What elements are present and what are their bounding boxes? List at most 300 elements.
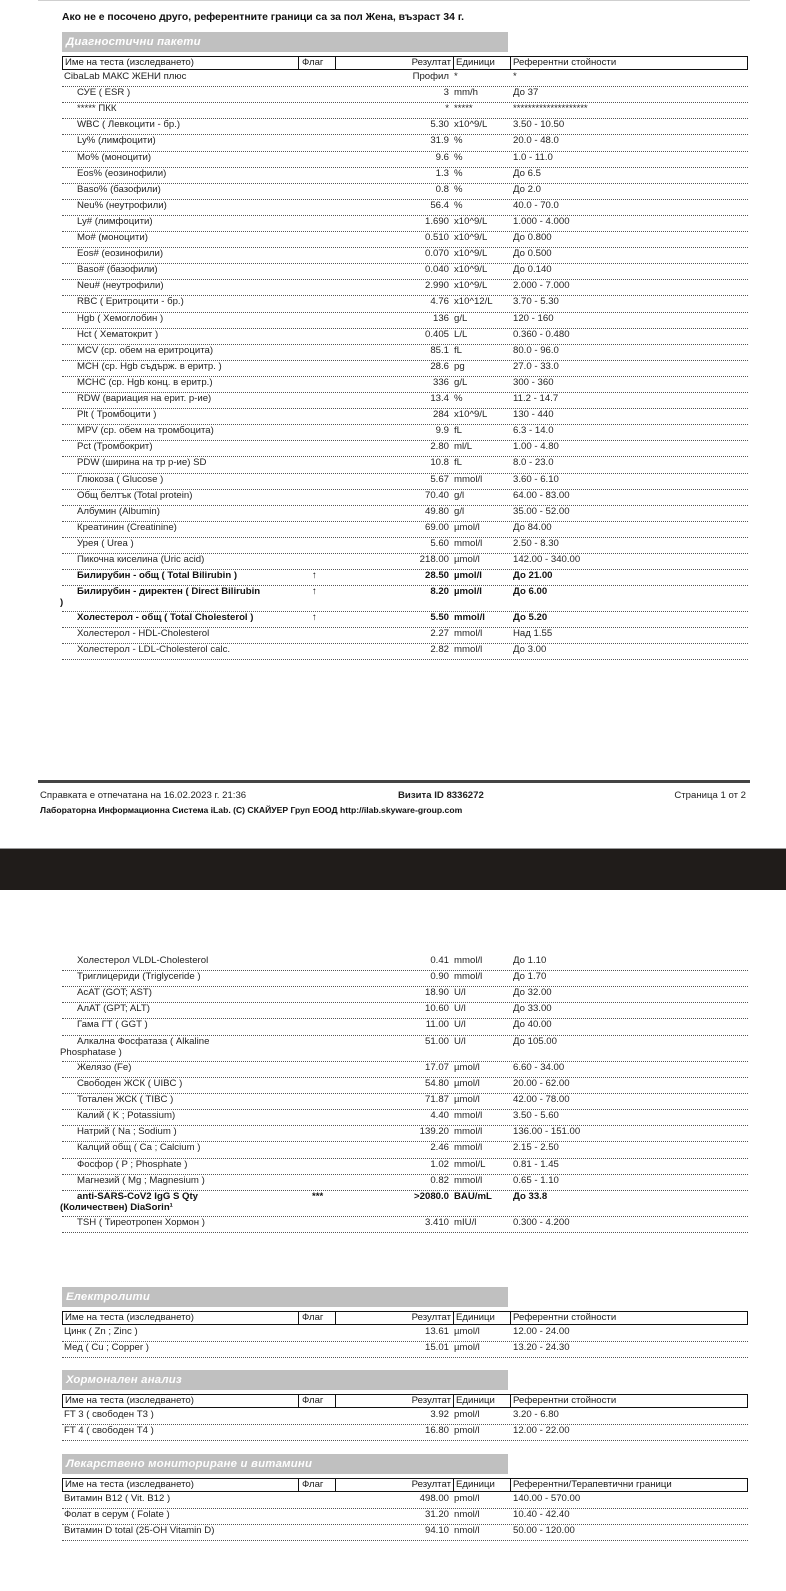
table-row bbox=[62, 1191, 748, 1218]
result-value: 5.60 bbox=[430, 537, 449, 549]
reference-range: 8.0 - 23.0 bbox=[513, 457, 554, 469]
result-units: x10^9/L bbox=[454, 232, 488, 243]
test-name: MPV (ср. обем на тромбоцита) bbox=[77, 425, 214, 437]
test-name: WBC ( Левкоцити - бр.) bbox=[77, 119, 181, 131]
table-header bbox=[62, 1311, 748, 1325]
table-row bbox=[62, 216, 748, 232]
reference-range: 140.00 - 570.00 bbox=[513, 1493, 581, 1504]
test-name: Eos# (еозинофили) bbox=[77, 248, 164, 260]
result-units: ***** bbox=[454, 103, 473, 115]
table-row bbox=[62, 1159, 748, 1175]
table-row bbox=[62, 490, 748, 506]
result-units: * bbox=[454, 71, 458, 82]
reference-range: 40.0 - 70.0 bbox=[513, 199, 559, 211]
result-units: mmol/l bbox=[454, 1126, 483, 1138]
reference-range: До 32.00 bbox=[513, 987, 552, 999]
result-value: * bbox=[445, 103, 449, 115]
col-header-reference: Референтни стойности bbox=[513, 1395, 617, 1406]
test-name: MCV (ср. обем на еритроцита) bbox=[77, 344, 214, 356]
result-value: Профил bbox=[412, 71, 449, 82]
result-units: µmol/l bbox=[454, 554, 480, 565]
result-units: mm/h bbox=[454, 87, 478, 99]
table-row bbox=[62, 264, 748, 280]
table-row bbox=[62, 168, 748, 184]
result-units: ml/L bbox=[454, 441, 473, 453]
result-units: x10^9/L bbox=[454, 264, 488, 276]
table-row bbox=[62, 296, 748, 312]
test-name: Baso% (базофили) bbox=[77, 183, 161, 195]
table-row bbox=[62, 1019, 748, 1035]
table-row bbox=[62, 87, 748, 103]
test-name: Фолат в серум ( Folate ) bbox=[64, 1509, 170, 1521]
result-value: 2.46 bbox=[430, 1142, 449, 1154]
result-units: µmol/l bbox=[454, 1078, 480, 1089]
result-units: BAU/mL bbox=[454, 1190, 492, 1202]
table-row bbox=[62, 1525, 748, 1541]
result-value: 8.20 bbox=[430, 586, 449, 598]
result-value: 336 bbox=[432, 376, 449, 388]
result-units: µmol/l bbox=[454, 1094, 480, 1106]
result-units: mmol/l bbox=[454, 644, 483, 656]
result-units: pmol/l bbox=[454, 1425, 480, 1437]
test-name: PDW (ширина на тр р-ие) SD bbox=[77, 457, 207, 469]
result-units: fL bbox=[454, 457, 463, 469]
section-title: Лекарствено мониториране и витамини bbox=[62, 1454, 508, 1474]
result-units: mmol/l bbox=[454, 1142, 483, 1154]
test-name: Витамин D total (25-OH Vitamin D) bbox=[64, 1525, 215, 1537]
result-units: g/L bbox=[454, 312, 468, 324]
section-title: Електролити bbox=[62, 1287, 508, 1307]
result-value: 85.1 bbox=[430, 344, 449, 356]
table-row bbox=[62, 1409, 748, 1425]
result-value: 51.00 bbox=[424, 1035, 449, 1047]
result-value: 136 bbox=[432, 312, 449, 324]
table-row bbox=[62, 1493, 748, 1509]
reference-range: 1.0 - 11.0 bbox=[513, 151, 553, 163]
reference-range: До 37 bbox=[513, 87, 539, 99]
result-units: % bbox=[454, 151, 463, 163]
result-value: 94.10 bbox=[424, 1525, 449, 1537]
col-header-units: Единици bbox=[453, 1395, 511, 1407]
result-units: mmol/l bbox=[454, 612, 485, 624]
result-value: 13.4 bbox=[430, 393, 449, 404]
test-name: FT 3 ( свободен T3 ) bbox=[64, 1409, 154, 1420]
test-name: Натрий ( Na ; Sodium ) bbox=[77, 1126, 177, 1138]
reference-range: Над 1.55 bbox=[513, 628, 553, 640]
result-value: 139.20 bbox=[419, 1126, 449, 1138]
test-name: Тотален ЖСК ( TIBC ) bbox=[77, 1094, 174, 1106]
result-units: L/L bbox=[454, 328, 468, 340]
result-value: 17.07 bbox=[424, 1061, 449, 1073]
table-row bbox=[62, 409, 748, 425]
result-units: µmol/l bbox=[454, 570, 482, 582]
reference-range: 3.70 - 5.30 bbox=[513, 296, 559, 308]
reference-range: 120 - 160 bbox=[513, 312, 554, 324]
table-row bbox=[62, 1094, 748, 1110]
result-value: 3.410 bbox=[424, 1217, 449, 1229]
test-name: Калций общ ( Ca ; Calcium ) bbox=[77, 1142, 201, 1154]
test-name: Neu# (неутрофили) bbox=[77, 280, 164, 292]
col-header-name: Име на теста (изследването) bbox=[65, 1479, 194, 1490]
table-row bbox=[62, 135, 748, 151]
reference-range: До 21.00 bbox=[513, 570, 553, 582]
result-units: x10^9/L bbox=[454, 248, 488, 260]
result-value: 11.00 bbox=[425, 1019, 449, 1031]
table-row bbox=[62, 506, 748, 522]
result-units: g/L bbox=[454, 376, 468, 388]
reference-range: 20.0 - 48.0 bbox=[513, 135, 559, 147]
result-units: µmol/l bbox=[454, 1326, 480, 1337]
result-units: fL bbox=[454, 344, 463, 356]
col-header-name: Име на теста (изследването) bbox=[65, 1312, 194, 1323]
table-row bbox=[62, 425, 748, 441]
reference-range: 3.50 - 5.60 bbox=[513, 1110, 559, 1122]
col-header-units: Единици bbox=[453, 1312, 511, 1324]
result-value: 54.80 bbox=[424, 1078, 449, 1089]
table-row bbox=[62, 1110, 748, 1126]
test-name: MCH (ср. Hgb съдърж. в еритр. ) bbox=[77, 360, 222, 372]
result-value: 0.82 bbox=[430, 1174, 449, 1186]
result-value: 0.040 bbox=[424, 264, 449, 276]
test-name: Мед ( Cu ; Copper ) bbox=[64, 1342, 149, 1354]
table-header bbox=[62, 56, 748, 70]
result-units: x10^9/L bbox=[454, 409, 488, 421]
table-row bbox=[62, 1509, 748, 1525]
table-row bbox=[62, 1175, 748, 1191]
result-value: 71.87 bbox=[424, 1094, 449, 1106]
result-value: 1.690 bbox=[424, 215, 449, 227]
reference-range: 12.00 - 24.00 bbox=[513, 1326, 570, 1337]
test-name: CibaLab МАКС ЖЕНИ плюс bbox=[64, 71, 187, 82]
result-units: µmol/l bbox=[454, 1342, 480, 1354]
reference-range: 27.0 - 33.0 bbox=[513, 360, 559, 372]
result-units: % bbox=[454, 135, 463, 147]
reference-range: 13.20 - 24.30 bbox=[513, 1342, 570, 1354]
result-units: U/l bbox=[454, 1019, 466, 1031]
table-row bbox=[62, 457, 748, 473]
result-units: x10^9/L bbox=[454, 280, 488, 292]
reference-range: 20.00 - 62.00 bbox=[513, 1078, 570, 1089]
table-row bbox=[62, 1062, 748, 1078]
test-name: СУЕ ( ESR ) bbox=[77, 87, 131, 99]
test-name: RDW (вариация на ерит. р-ие) bbox=[77, 393, 212, 404]
printed-timestamp: Справката е отпечатана на 16.02.2023 г. 21:36 bbox=[40, 790, 247, 801]
test-name: АсАТ (GOT; AST) bbox=[77, 987, 152, 999]
reference-range: 6.60 - 34.00 bbox=[513, 1061, 565, 1073]
reference-range: До 6.00 bbox=[513, 586, 548, 598]
test-name: Алкална Фосфатаза ( Alkaline bbox=[77, 1035, 210, 1047]
reference-range: * bbox=[513, 71, 517, 82]
col-header-reference: Референтни/Терапевтични граници bbox=[513, 1479, 672, 1490]
result-value: 1.3 bbox=[435, 167, 449, 179]
result-units: fL bbox=[454, 425, 463, 437]
high-flag-arrow-icon: ↑ bbox=[312, 586, 317, 598]
reference-range: До 1.10 bbox=[513, 955, 547, 966]
reference-range: 300 - 360 bbox=[513, 376, 554, 388]
section-title-diagnostic-packages: Диагностични пакети bbox=[62, 32, 508, 52]
table-row bbox=[62, 644, 748, 660]
test-name: anti-SARS-CoV2 IgG S Qty bbox=[77, 1190, 198, 1202]
result-value: 2.990 bbox=[424, 280, 449, 292]
result-value: 3 bbox=[443, 87, 449, 99]
page-top-edge bbox=[38, 0, 750, 1]
result-value: 10.60 bbox=[424, 1003, 449, 1015]
result-value: 15.01 bbox=[424, 1342, 449, 1354]
result-value: 2.27 bbox=[430, 628, 449, 640]
test-name: Ly# (лимфоцити) bbox=[77, 215, 153, 227]
result-value: 10.8 bbox=[430, 457, 449, 469]
result-units: mmol/l bbox=[454, 1174, 483, 1186]
reference-note: Ако не е посочено друго, референтните граници са за пол Жена, възраст 34 г. bbox=[62, 12, 465, 23]
result-units: % bbox=[454, 199, 463, 211]
result-value: 28.6 bbox=[430, 360, 449, 372]
result-value: 2.82 bbox=[430, 644, 449, 656]
reference-range: 1.00 - 4.80 bbox=[513, 441, 559, 453]
reference-range: 130 - 440 bbox=[513, 409, 554, 421]
reference-range: 1.000 - 4.000 bbox=[513, 215, 570, 227]
result-units: x10^9/L bbox=[454, 215, 488, 227]
result-value: 5.67 bbox=[430, 473, 449, 485]
footer-info bbox=[40, 790, 746, 802]
test-name: Plt ( Тромбоцити ) bbox=[77, 409, 157, 421]
table-row bbox=[62, 1003, 748, 1019]
result-value: 0.070 bbox=[424, 248, 449, 260]
test-name: Калий ( K ; Potassium) bbox=[77, 1110, 176, 1122]
reference-range: До 105.00 bbox=[513, 1035, 557, 1047]
result-value: 49.80 bbox=[424, 505, 449, 517]
result-units: pg bbox=[454, 360, 465, 372]
table-row bbox=[62, 103, 748, 119]
section-title: Хормонален анализ bbox=[62, 1370, 508, 1390]
result-value: 0.405 bbox=[424, 328, 449, 340]
reference-range: До 0.500 bbox=[513, 248, 552, 260]
result-value: 70.40 bbox=[424, 489, 449, 501]
result-units: % bbox=[454, 393, 463, 404]
test-name-continued: (Количествен) DiaSorin¹ bbox=[60, 1201, 173, 1213]
result-value: 5.50 bbox=[430, 612, 449, 624]
result-units: mmol/l bbox=[454, 473, 483, 485]
test-name: Hct ( Хематокрит ) bbox=[77, 328, 159, 340]
reference-range: До 33.00 bbox=[513, 1003, 552, 1015]
table-row bbox=[62, 570, 748, 586]
reference-range: До 2.0 bbox=[513, 183, 541, 195]
reference-range: 3.50 - 10.50 bbox=[513, 119, 565, 131]
test-name: ***** ПКК bbox=[77, 103, 117, 115]
table-row bbox=[62, 119, 748, 135]
result-units: mmol/l bbox=[454, 971, 483, 983]
system-credit: Лабораторна Информационна Система iLab. (C) СКАЙУЕР Груп ЕООД http://ilab.skyware-group.com bbox=[40, 805, 463, 815]
reference-range: 35.00 - 52.00 bbox=[513, 505, 570, 517]
test-name: Желязо (Fe) bbox=[77, 1061, 132, 1073]
table-row bbox=[62, 612, 748, 628]
reference-range: До 33.8 bbox=[513, 1190, 548, 1202]
result-value: 18.90 bbox=[424, 987, 449, 999]
result-units: mIU/l bbox=[454, 1217, 477, 1229]
test-name: Цинк ( Zn ; Zinc ) bbox=[64, 1326, 138, 1337]
visit-id: Визита ID 8336272 bbox=[398, 790, 484, 801]
col-header-name: Име на теста (изследването) bbox=[65, 57, 194, 68]
reference-range: 0.300 - 4.200 bbox=[513, 1217, 570, 1229]
table-row bbox=[62, 987, 748, 1003]
result-value: 16.80 bbox=[424, 1425, 449, 1437]
test-name: Албумин (Albumin) bbox=[77, 505, 160, 517]
result-units: g/l bbox=[454, 489, 465, 501]
test-name: АлАТ (GPT; ALT) bbox=[77, 1003, 150, 1015]
test-name-continued: ) bbox=[60, 597, 64, 609]
result-units: µmol/l bbox=[454, 1061, 480, 1073]
flag-indicator: *** bbox=[312, 1190, 324, 1202]
result-value: 0.510 bbox=[424, 232, 449, 243]
result-units: % bbox=[454, 167, 463, 179]
result-value: 3.92 bbox=[430, 1409, 449, 1420]
result-units: pmol/l bbox=[454, 1493, 480, 1504]
table-row bbox=[62, 280, 748, 296]
test-name: Билирубин - общ ( Total Bilirubin ) bbox=[77, 570, 238, 582]
reference-range: 136.00 - 151.00 bbox=[513, 1126, 581, 1138]
table-row bbox=[62, 152, 748, 168]
page-separator bbox=[0, 848, 786, 890]
reference-range: До 5.20 bbox=[513, 612, 548, 624]
reference-range: 2.000 - 7.000 bbox=[513, 280, 570, 292]
result-units: mmol/l bbox=[454, 1110, 483, 1122]
result-value: 56.4 bbox=[430, 199, 449, 211]
result-value: 498.00 bbox=[419, 1493, 449, 1504]
test-name: Гама ГТ ( GGT ) bbox=[77, 1019, 148, 1031]
table-row bbox=[62, 232, 748, 248]
reference-range: 2.15 - 2.50 bbox=[513, 1142, 559, 1154]
result-value: >2080.0 bbox=[414, 1190, 449, 1202]
reference-range: До 0.140 bbox=[513, 264, 552, 276]
result-value: 4.40 bbox=[430, 1110, 449, 1122]
test-name: Холестерол - HDL-Cholesterol bbox=[77, 628, 210, 640]
reference-range: До 1.70 bbox=[513, 971, 547, 983]
result-value: 13.61 bbox=[424, 1326, 449, 1337]
result-value: 1.02 bbox=[430, 1158, 449, 1170]
table-row bbox=[62, 628, 748, 644]
reference-range: 42.00 - 78.00 bbox=[513, 1094, 570, 1106]
table-row bbox=[62, 393, 748, 409]
table-row bbox=[62, 377, 748, 393]
table-row bbox=[62, 971, 748, 987]
test-name: Урея ( Urea ) bbox=[77, 537, 134, 549]
result-units: µmol/l bbox=[454, 586, 482, 598]
high-flag-arrow-icon: ↑ bbox=[312, 612, 317, 624]
table-row bbox=[62, 184, 748, 200]
table-row bbox=[62, 248, 748, 264]
test-name: Витамин B12 ( Vit. B12 ) bbox=[64, 1493, 171, 1504]
test-name: Глюкоза ( Glucose ) bbox=[77, 473, 164, 485]
reference-range: ******************** bbox=[513, 103, 588, 115]
result-value: 284 bbox=[432, 409, 449, 421]
result-value: 9.9 bbox=[435, 425, 449, 437]
table-row bbox=[62, 71, 748, 87]
col-header-flag: Флаг bbox=[298, 1312, 336, 1324]
reference-range: 0.65 - 1.10 bbox=[513, 1174, 559, 1186]
result-units: mmol/L bbox=[454, 1158, 486, 1170]
result-units: U/l bbox=[454, 1003, 466, 1015]
result-units: mmol/l bbox=[454, 955, 483, 966]
test-name: Триглицериди (Triglyceride ) bbox=[77, 971, 201, 983]
table-row bbox=[62, 441, 748, 457]
reference-range: 142.00 - 340.00 bbox=[513, 554, 581, 565]
test-name: Пикочна киселина (Uric acid) bbox=[77, 554, 205, 565]
reference-range: 3.20 - 6.80 bbox=[513, 1409, 559, 1420]
table-row bbox=[62, 586, 748, 612]
test-name: Hgb ( Хемоглобин ) bbox=[77, 312, 164, 324]
test-name: Neu% (неутрофили) bbox=[77, 199, 167, 211]
table-row bbox=[62, 329, 748, 345]
table-header bbox=[62, 1478, 748, 1492]
test-name: Baso# (базофили) bbox=[77, 264, 158, 276]
reference-range: 80.0 - 96.0 bbox=[513, 344, 559, 356]
table-row bbox=[62, 522, 748, 538]
test-name-continued: Phosphatase ) bbox=[60, 1046, 122, 1058]
table-row bbox=[62, 554, 748, 570]
result-value: 31.9 bbox=[430, 135, 449, 147]
table-row bbox=[62, 538, 748, 554]
table-row bbox=[62, 474, 748, 490]
test-name: Холестерол - общ ( Total Cholesterol ) bbox=[77, 612, 254, 624]
table-row bbox=[62, 1142, 748, 1158]
table-row bbox=[62, 1425, 748, 1441]
reference-range: До 6.5 bbox=[513, 167, 541, 179]
reference-range: 12.00 - 22.00 bbox=[513, 1425, 570, 1437]
reference-range: 10.40 - 42.40 bbox=[513, 1509, 570, 1521]
col-header-result: Резултат bbox=[411, 1312, 451, 1323]
reference-range: 11.2 - 14.7 bbox=[513, 393, 559, 404]
reference-range: 3.60 - 6.10 bbox=[513, 473, 559, 485]
test-name: RBC ( Еритроцити - бр.) bbox=[77, 296, 184, 308]
table-row bbox=[62, 1342, 748, 1358]
reference-range: До 0.800 bbox=[513, 232, 552, 243]
reference-range: 0.360 - 0.480 bbox=[513, 328, 570, 340]
table-row bbox=[62, 313, 748, 329]
test-name: Ly% (лимфоцити) bbox=[77, 135, 156, 147]
result-units: µmol/l bbox=[454, 521, 480, 533]
result-units: g/l bbox=[454, 505, 465, 517]
table-row bbox=[62, 1126, 748, 1142]
test-name: Mo% (моноцити) bbox=[77, 151, 152, 163]
test-name: Eos% (еозинофили) bbox=[77, 167, 167, 179]
result-units: nmol/l bbox=[454, 1509, 480, 1521]
reference-range: До 3.00 bbox=[513, 644, 547, 656]
result-units: U/l bbox=[454, 1035, 466, 1047]
test-name: Билирубин - директен ( Direct Bilirubin bbox=[77, 586, 261, 598]
col-header-result: Резултат bbox=[411, 1479, 451, 1490]
table-row bbox=[62, 345, 748, 361]
result-units: nmol/l bbox=[454, 1525, 480, 1537]
result-value: 69.00 bbox=[424, 521, 449, 533]
test-name: TSH ( Тиреотропен Хормон ) bbox=[77, 1217, 205, 1229]
test-name: Pct (Тромбокрит) bbox=[77, 441, 153, 453]
col-header-units: Единици bbox=[453, 57, 511, 69]
result-value: 4.76 bbox=[430, 296, 449, 308]
result-value: 0.8 bbox=[435, 183, 449, 195]
reference-range: 6.3 - 14.0 bbox=[513, 425, 554, 437]
result-value: 0.41 bbox=[430, 955, 449, 966]
result-value: 2.80 bbox=[430, 441, 449, 453]
test-name: Общ белтък (Total protein) bbox=[77, 489, 193, 501]
table-row bbox=[62, 1326, 748, 1342]
col-header-name: Име на теста (изследването) bbox=[65, 1395, 194, 1406]
col-header-reference: Референтни стойности bbox=[513, 57, 617, 68]
table-row bbox=[62, 361, 748, 377]
reference-range: До 40.00 bbox=[513, 1019, 552, 1031]
table-row bbox=[62, 1036, 748, 1063]
test-name: FT 4 ( свободен T4 ) bbox=[64, 1425, 154, 1437]
result-value: 0.90 bbox=[430, 971, 449, 983]
test-name: Фосфор ( P ; Phosphate ) bbox=[77, 1158, 188, 1170]
